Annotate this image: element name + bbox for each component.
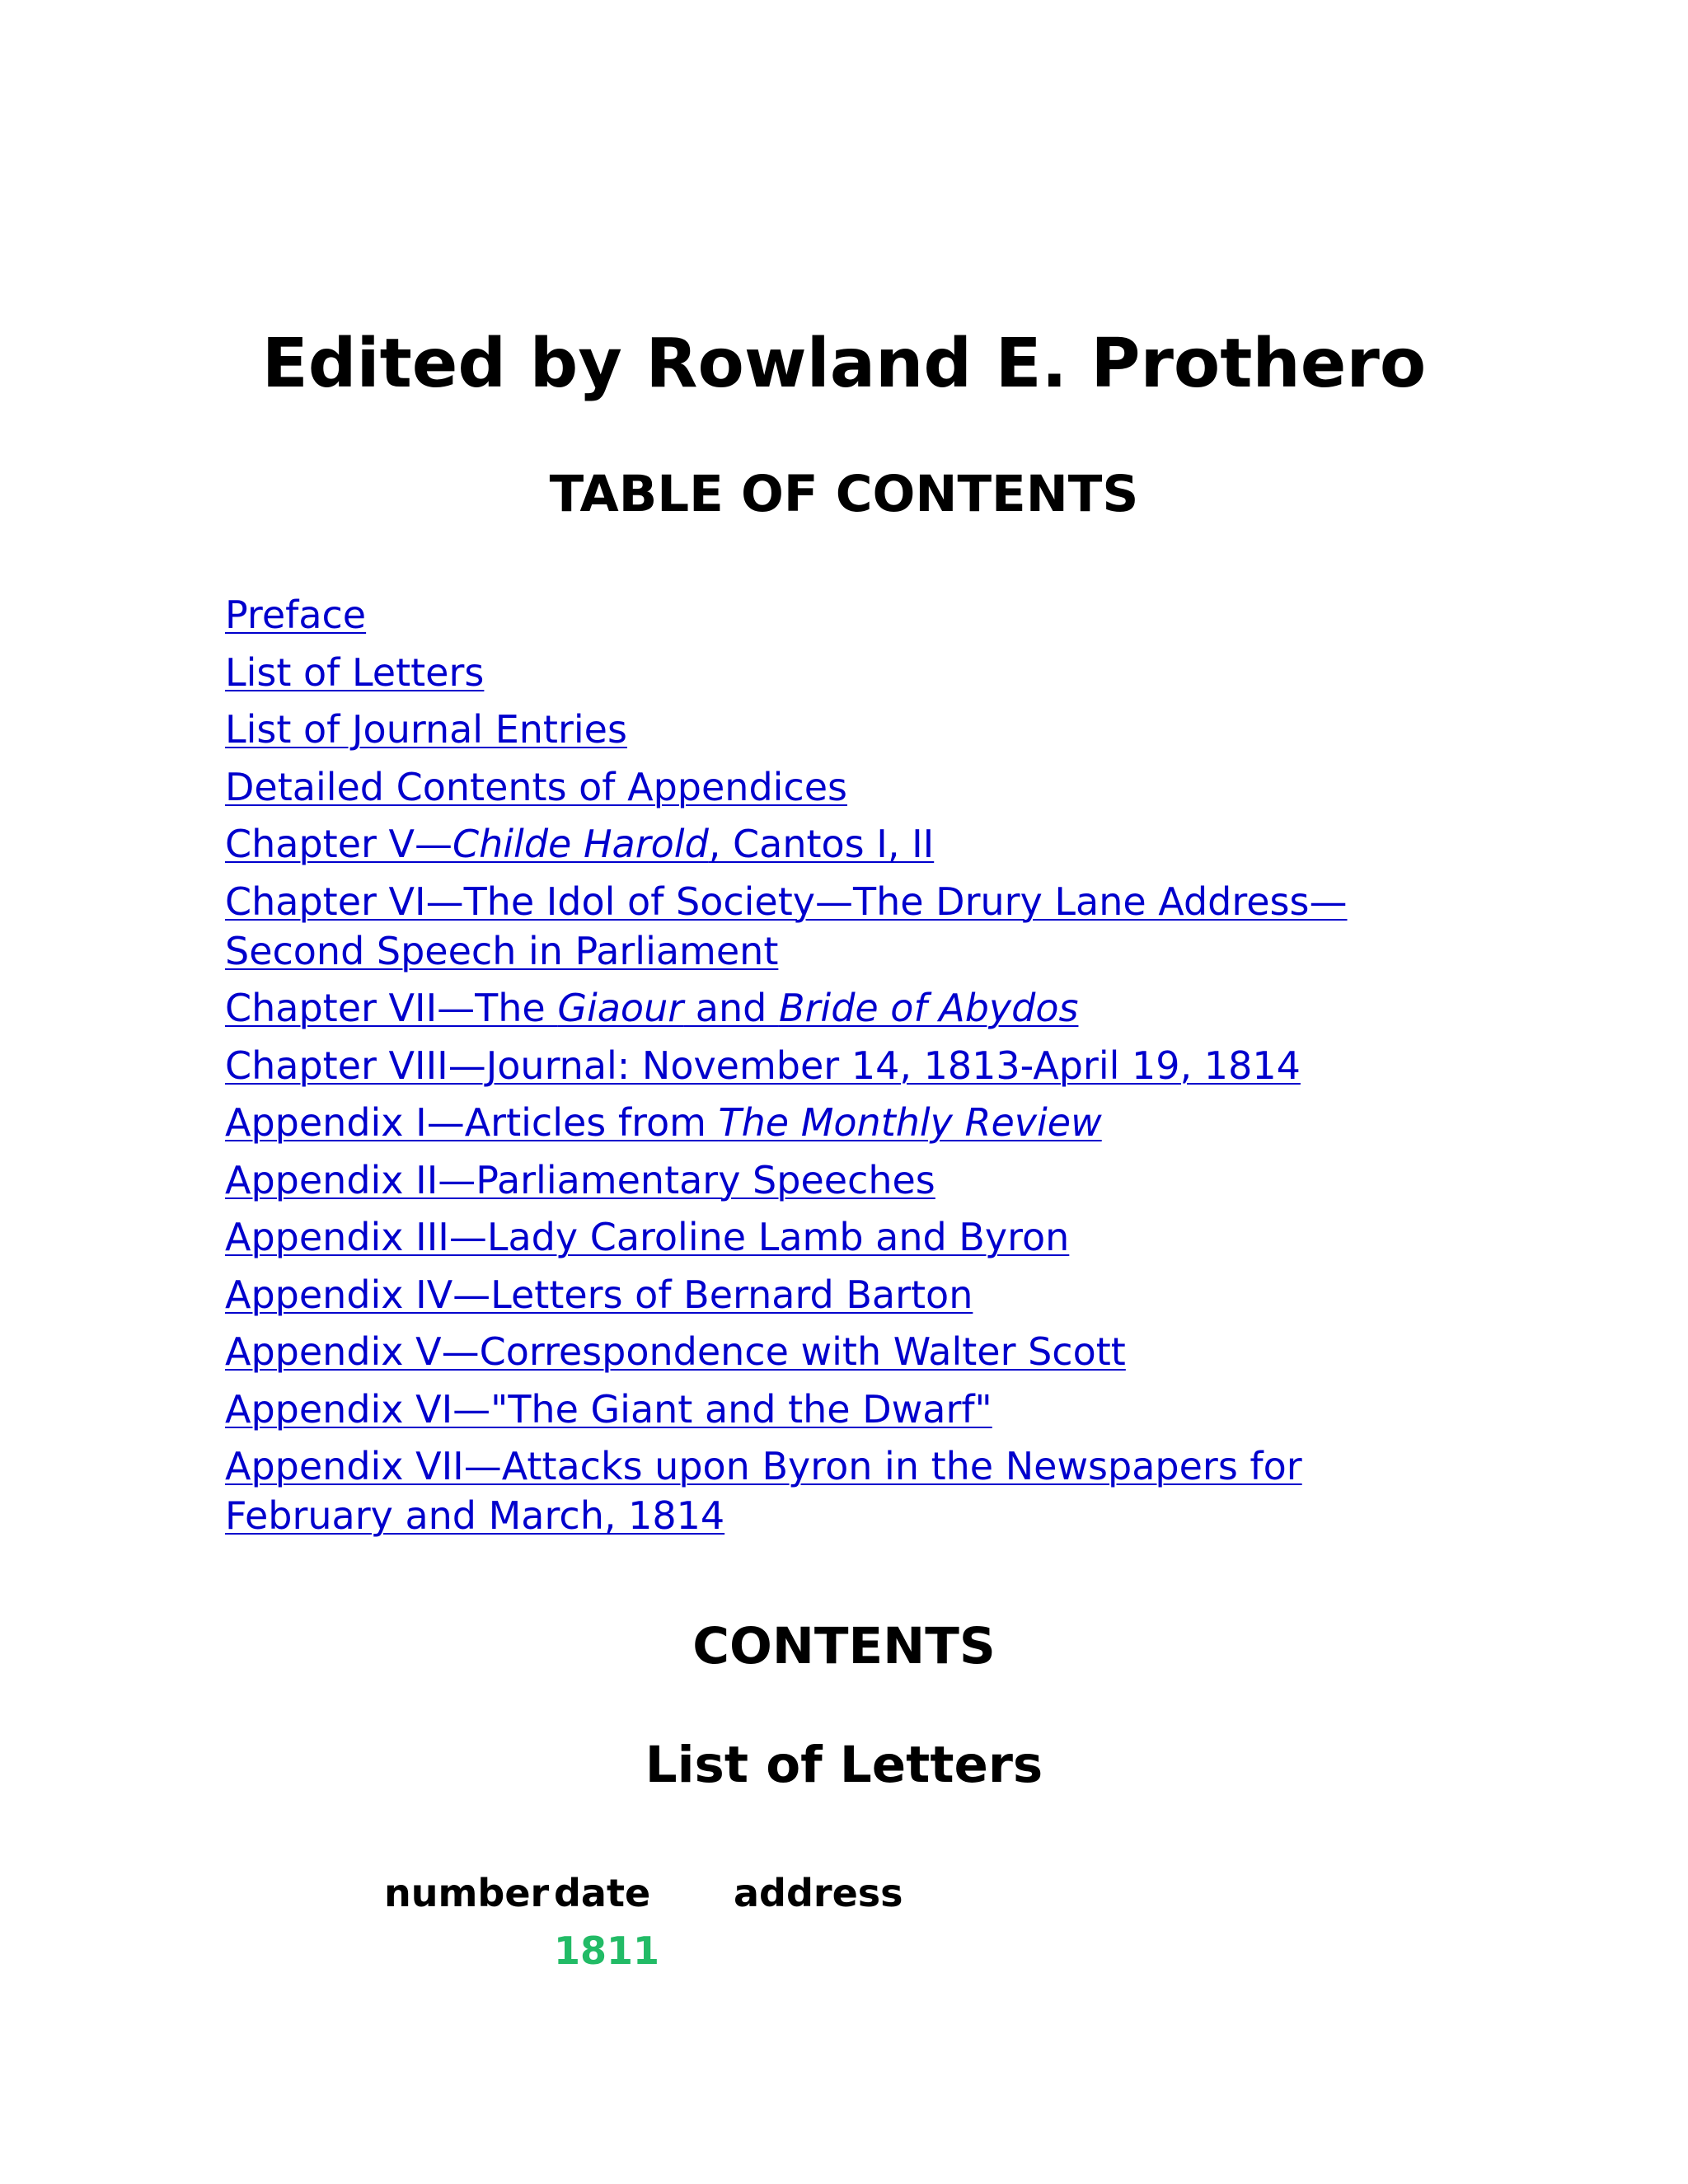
toc-item-list-of-letters <box>225 648 1461 697</box>
toc-link-appendix-vii[interactable]: Appendix VII—Attacks upon Byron in the Newspapers for February and March, 1814 <box>225 1444 1302 1538</box>
page-title: Edited by Rowland E. Prothero <box>261 325 1427 403</box>
toc-item-appendix-ii <box>225 1155 1461 1205</box>
toc-item-appendix-i <box>225 1098 1461 1147</box>
toc-item-appendix-vii <box>225 1441 1461 1540</box>
toc-link-list-of-journal-entries[interactable]: List of Journal Entries <box>225 707 627 752</box>
toc-link-chapter-vii[interactable]: Chapter VII—The Giaour and Bride of Abydos <box>225 986 1079 1030</box>
toc-link-appendix-vi[interactable]: Appendix VI—"The Giant and the Dwarf" <box>225 1386 992 1432</box>
table-of-contents <box>225 590 1461 1549</box>
toc-item-appendix-iii <box>225 1212 1461 1262</box>
toc-heading: TABLE OF CONTENTS <box>549 465 1139 523</box>
toc-link-list-of-letters[interactable]: List of Letters <box>225 649 485 695</box>
column-header-address: address <box>734 1871 903 1915</box>
toc-link-appendix-i[interactable]: Appendix I—Articles from The Monthly Review <box>225 1100 1102 1145</box>
toc-item-appendix-iv <box>225 1270 1461 1319</box>
table-cell-address <box>734 1922 903 1980</box>
toc-item-chapter-vii <box>225 983 1461 1033</box>
toc-link-preface[interactable]: Preface <box>225 593 367 637</box>
toc-link-appendix-iii[interactable]: Appendix III—Lady Caroline Lamb and Byron <box>225 1215 1070 1259</box>
toc-item-appendix-v <box>225 1327 1461 1376</box>
toc-link-detailed-contents-of-appendices[interactable]: Detailed Contents of Appendices <box>225 764 847 809</box>
table-row <box>384 1922 903 1980</box>
toc-item-list-of-journal-entries <box>225 705 1461 754</box>
year-label: 1811 <box>554 1929 660 1973</box>
toc-item-chapter-vi <box>225 877 1461 976</box>
toc-item-appendix-vi <box>225 1385 1461 1434</box>
letters-table-header-row <box>384 1864 903 1922</box>
toc-item-chapter-v <box>225 819 1461 869</box>
column-header-number: number <box>384 1871 550 1915</box>
toc-item-chapter-viii <box>225 1041 1461 1090</box>
letters-table <box>384 1864 903 1980</box>
toc-item-detailed-contents-of-appendices <box>225 762 1461 812</box>
toc-link-appendix-v[interactable]: Appendix V—Correspondence with Walter Scott <box>225 1329 1126 1374</box>
toc-link-appendix-iv[interactable]: Appendix IV—Letters of Bernard Barton <box>225 1272 973 1317</box>
column-header-date: date <box>554 1871 651 1915</box>
toc-link-chapter-vi[interactable]: Chapter VI—The Idol of Society—The Drury Lane Address—Second Speech in Parliament <box>225 879 1348 973</box>
toc-link-appendix-ii[interactable]: Appendix II—Parliamentary Speeches <box>225 1157 935 1202</box>
table-cell-year <box>554 1922 734 1980</box>
table-cell-number <box>384 1922 554 1980</box>
contents-heading: CONTENTS <box>692 1617 996 1675</box>
toc-link-chapter-viii[interactable]: Chapter VIII—Journal: November 14, 1813-April 19, 1814 <box>225 1043 1301 1088</box>
list-of-letters-heading: List of Letters <box>645 1736 1043 1794</box>
toc-link-chapter-v[interactable]: Chapter V—Childe Harold, Cantos I, II <box>225 822 935 866</box>
toc-item-preface <box>225 590 1461 640</box>
